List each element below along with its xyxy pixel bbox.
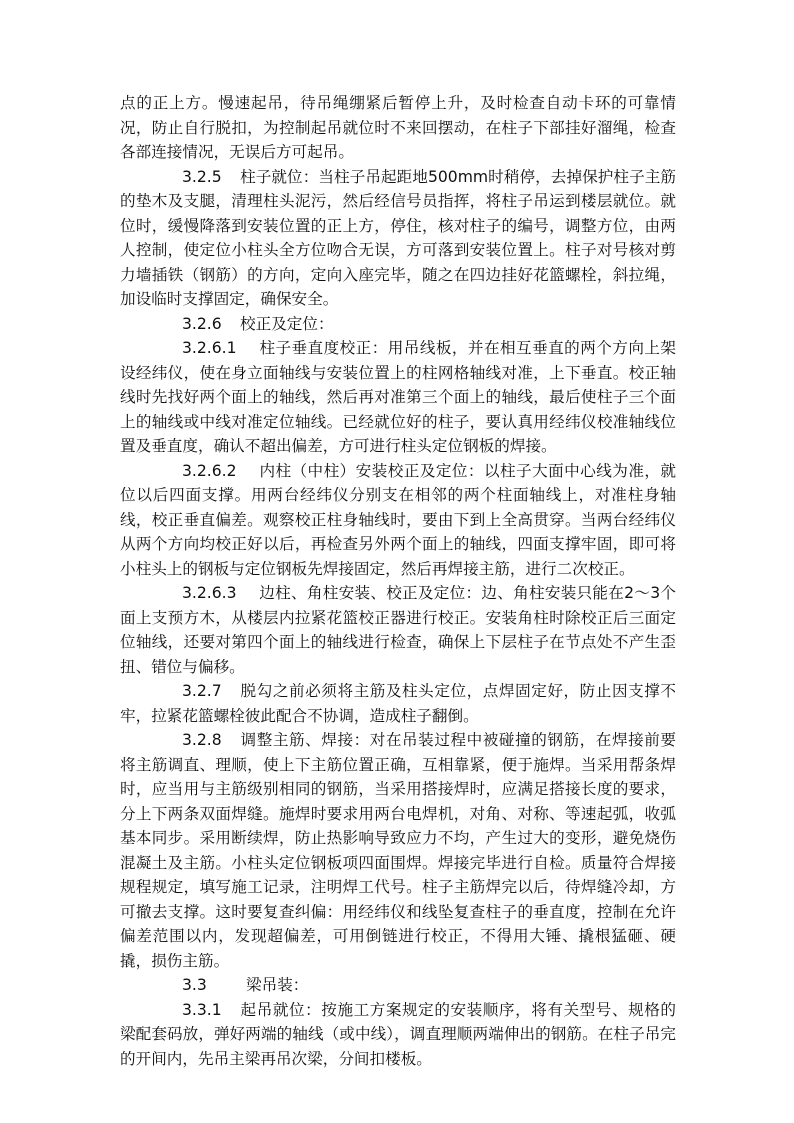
section-number: 3.3 xyxy=(182,976,207,994)
section-number: 3.2.7 xyxy=(182,682,222,700)
section-number: 3.2.6 xyxy=(182,314,222,333)
paragraph-3-2-6-3 xyxy=(120,581,676,679)
paragraph-3-2-8 xyxy=(120,728,676,973)
paragraph-3-2-6 xyxy=(120,312,676,337)
paragraph-intro xyxy=(120,91,676,165)
section-number: 3.2.5 xyxy=(182,167,222,186)
paragraph-text: 起吊就位：按施工方案规定的安装顺序，将有关型号、规格的梁配套码放，弹好两端的轴线（或中线），调直理顺两端伸出的钢筋。在柱子吊完的开间内，先吊主梁再吊次梁，分间扣楼板。 xyxy=(120,1000,676,1068)
paragraph-text: 柱子就位：当柱子吊起距地500mm时稍停，去掉保护柱子主筋的垫木及支腿，清理柱头泥污，然后经信号员指挥，将柱子吊运到楼层就位。就位时，缓慢降落到安装位置的正上方，停住，核对柱子的编号，调整方位，由两人控制，使定位小柱头全方位吻合无误，方可落到安装位置上。柱子对号核对剪力墙插铁（钢筋）的方向，定向入座完毕，随之在四边挂好花篮螺栓，斜拉绳，加设临时支撑固定，确保安全。 xyxy=(120,167,676,308)
paragraph-text: 脱勾之前必须将主筋及柱头定位，点焊固定好，防止因支撑不牢，拉紧花篮螺栓彼此配合不协调，造成柱子翻倒。 xyxy=(120,682,676,725)
paragraph-text: 梁吊装： xyxy=(246,976,309,994)
paragraph-text: 边柱、角柱安装、校正及定位：边、角柱安装只能在2～3个面上支预方木，从楼层内拉紧花篮校正器进行校正。安装角柱时除校正后三面定位轴线，还要对第四个面上的轴线进行检查，确保上下层柱子在节点处不产生歪扭、错位与偏移。 xyxy=(120,584,676,676)
section-number: 3.2.8 xyxy=(182,731,222,749)
section-number: 3.2.6.3 xyxy=(182,584,237,602)
document-page xyxy=(120,91,676,1071)
paragraph-3-2-5 xyxy=(120,165,676,312)
paragraph-text: 校正及定位： xyxy=(240,314,334,333)
paragraph-text: 柱子垂直度校正：用吊线板，并在相互垂直的两个方向上架设经纬仪，使在身立面轴线与安装位置上的柱网格轴线对准，上下垂直。校正轴线时先找好两个面上的轴线，然后再对准第三个面上的轴线，最后使柱子三个面上的轴线或中线对准定位轴线。已经就位好的柱子，要认真用经纬仪校准轴线位置及垂直度，确认不超出偏差，方可进行柱头定位钢板的焊接。 xyxy=(120,339,676,455)
paragraph-3-3 xyxy=(120,973,676,998)
paragraph-text: 内柱（中柱）安装校正及定位：以柱子大面中心线为准，就位以后四面支撑。用两台经纬仪分别支在相邻的两个柱面轴线上，对准柱身轴线，校正垂直偏差。观察校正柱身轴线时，要由下到上全高贯穿。当两台经纬仪从两个方向均校正好以后，再检查另外两个面上的轴线，四面支撑牢固，即可将小柱头上的钢板与定位钢板先焊接固定，然后再焊接主筋，进行二次校正。 xyxy=(120,461,676,578)
paragraph-text: 点的正上方。慢速起吊，待吊绳绷紧后暂停上升，及时检查自动卡环的可靠情况，防止自行脱扣，为控制起吊就位时不来回摆动，在柱子下部挂好溜绳，检查各部连接情况，无误后方可起吊。 xyxy=(120,94,676,161)
section-number: 3.3.1 xyxy=(182,1000,222,1019)
paragraph-3-2-6-2 xyxy=(120,459,676,582)
paragraph-3-2-6-1 xyxy=(120,336,676,459)
section-number: 3.2.6.2 xyxy=(182,461,237,480)
paragraph-3-2-7 xyxy=(120,679,676,728)
section-number: 3.2.6.1 xyxy=(182,339,237,357)
paragraph-3-3-1 xyxy=(120,998,676,1072)
paragraph-text: 调整主筋、焊接：对在吊装过程中被碰撞的钢筋，在焊接前要将主筋调直、理顺，使上下主筋位置正确，互相靠紧，便于施焊。当采用帮条焊时，应当用与主筋级别相同的钢筋，当采用搭接焊时，应满足搭接长度的要求，分上下两条双面焊缝。施焊时要求用两台电焊机，对角、对称、等速起弧，收弧基本同步。采用断续焊，防止热影响导致应力不均，产生过大的变形，避免烧伤混凝土及主筋。小柱头定位钢板项四面围焊。焊接完毕进行自检。质量符合焊接规程规定，填写施工记录，注明焊工代号。柱子主筋焊完以后，待焊缝冷却，方可撤去支撑。这时要复查纠偏：用经纬仪和线坠复查柱子的垂直度，控制在允许偏差范围以内，发现超偏差，可用倒链进行校正，不得用大锤、撬根猛砸、硬撬，损伤主筋。 xyxy=(120,731,676,970)
